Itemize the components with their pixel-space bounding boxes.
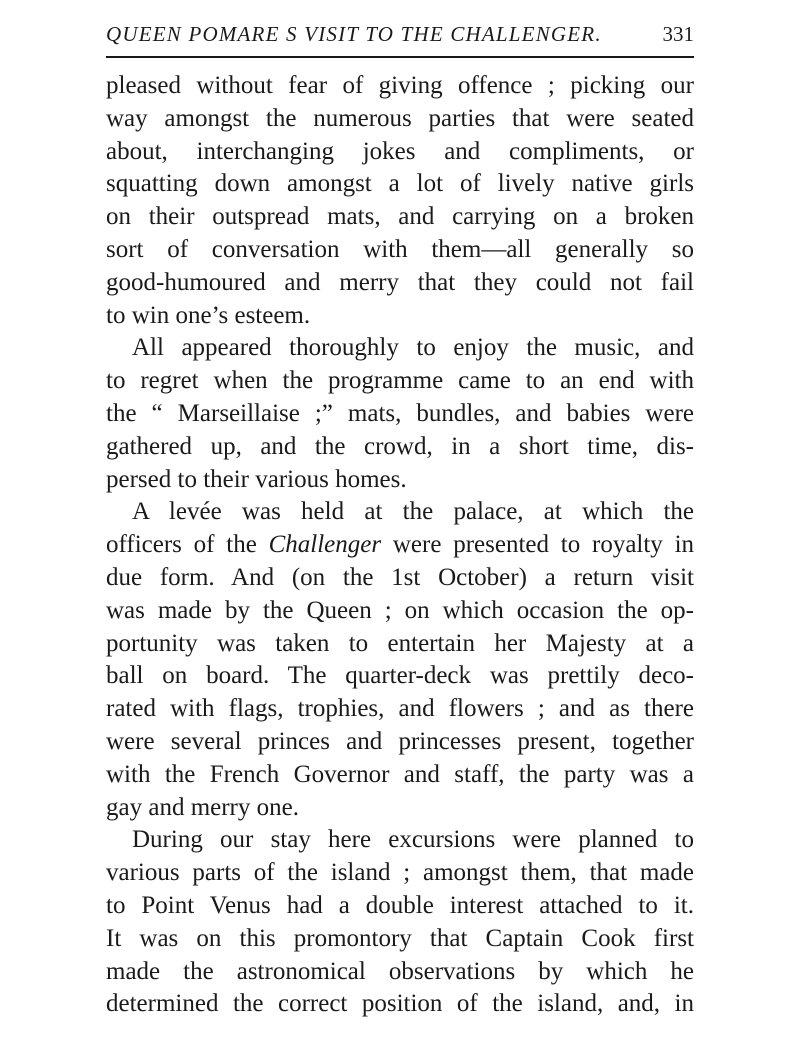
text-line: due form. And (on the 1st October) a return visit [106, 563, 694, 591]
running-head-title: QUEEN POMARE S VISIT TO THE CHALLENGER. [106, 22, 602, 46]
running-head [106, 20, 694, 48]
text-line [106, 529, 694, 562]
text-segment: were presented to royalty in [392, 531, 694, 559]
text-line: gathered up, and the crowd, in a short time, dis- [106, 432, 694, 460]
text-line: rated with flags, trophies, and flowers ; and as there [106, 695, 694, 723]
text-line: persed to their various homes. [106, 465, 407, 493]
header-rule [106, 56, 694, 58]
text-line: various parts of the island ; amongst them, that made [106, 859, 694, 887]
text-line: determined the correct position of the island, and, in [106, 990, 694, 1018]
text-line: about, interchanging jokes and compliments, or [106, 137, 694, 165]
text-line: sort of conversation with them—all generally so [106, 235, 694, 263]
text-line: the “ Marseillaise ;” mats, bundles, and babies were [106, 399, 694, 427]
text-line: with the French Governor and staff, the party was a [106, 760, 694, 788]
text-line: way amongst the numerous parties that were seated [106, 104, 694, 132]
text-line: portunity was taken to entertain her Majesty at a [106, 629, 694, 657]
text-line: on their outspread mats, and carrying on a broken [106, 203, 694, 231]
text-line: good-humoured and merry that they could not fail [106, 268, 694, 296]
text-line: It was on this promontory that Captain Cook first [106, 924, 694, 952]
text-line: All appeared thoroughly to enjoy the music, and [132, 334, 694, 362]
text-line: to regret when the programme came to an end with [106, 367, 694, 395]
ship-name: Challenger [268, 531, 382, 559]
text-line: squatting down amongst a lot of lively native girls [106, 170, 694, 198]
text-line: to Point Venus had a double interest attached to it. [106, 891, 694, 919]
text-segment: officers of the [106, 531, 257, 559]
body-text [106, 70, 694, 1021]
page-number: 331 [662, 22, 694, 46]
text-line: During our stay here excursions were planned to [132, 826, 694, 854]
text-line: A levée was held at the palace, at which the [132, 498, 694, 526]
text-line: to win one’s esteem. [106, 301, 311, 329]
text-line: was made by the Queen ; on which occasion the op- [106, 596, 694, 624]
text-line: were several princes and princesses present, together [106, 727, 694, 755]
text-line: ball on board. The quarter-deck was prettily deco- [106, 662, 694, 690]
text-line: pleased without fear of giving offence ; picking our [106, 72, 694, 99]
text-line: gay and merry one. [106, 793, 299, 821]
text-line: made the astronomical observations by which he [106, 957, 694, 985]
